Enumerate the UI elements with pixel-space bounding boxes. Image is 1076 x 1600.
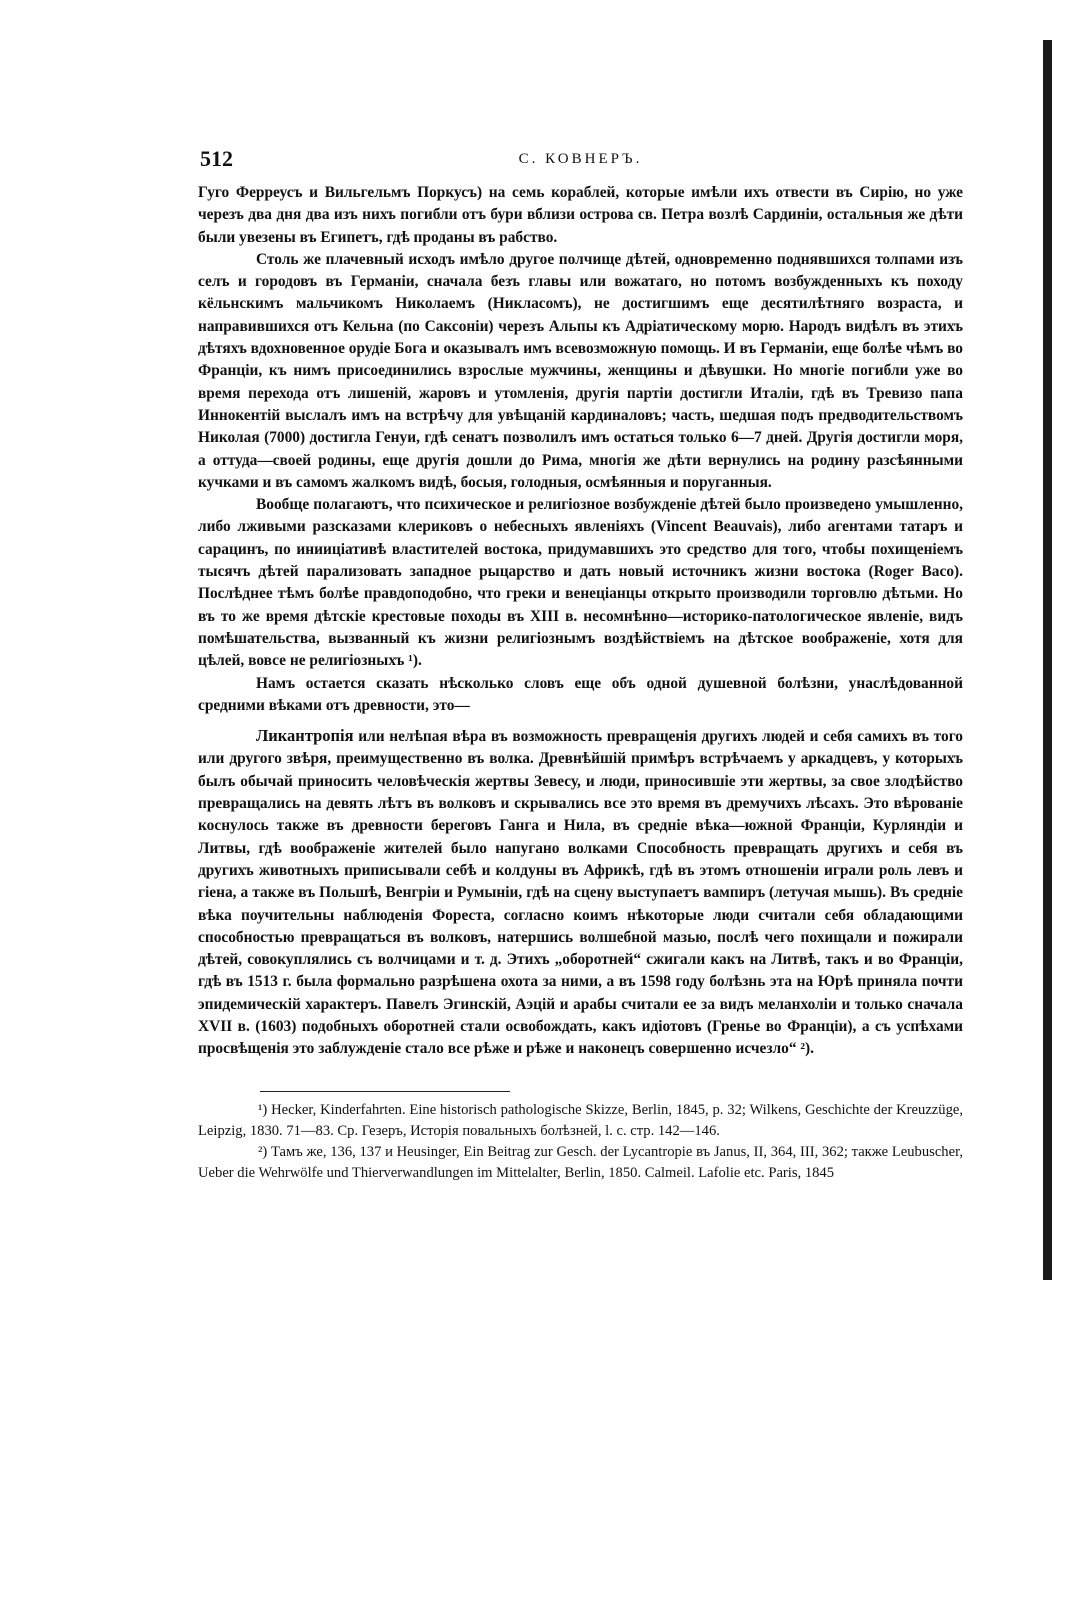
paragraph-2: Столь же плачевный исходъ имѣло другое полчище дѣтей, одновременно поднявшихся толпами изъ селъ и городовъ въ Германіи, сначала безъ главы или вожатаго, но потомъ возбужденныхъ къ походу кёльнскимъ мальчикомъ Николаемъ (Никласомъ), не достигшимъ еще десятилѣтняго возраста, и направившихся отъ Кельна (по Саксоніи) черезъ Альпы къ Адріатическому морю. Народъ видѣлъ въ этихъ дѣтяхъ вдохновенное орудіе Бога и оказывалъ имъ всевозможную помощь. И въ Германіи, еще болѣе чѣмъ во Франціи, къ нимъ присоединились взрослые мужчины, женщины и дѣвушки. Но многіе погибли уже во время перехода отъ лишеній, жаровъ и утомленія, другія партіи достигли Италіи, гдѣ въ Тревизо папа Иннокентій выслалъ имъ на встрѣчу для увѣщаній кардиналовъ; часть, шедшая подъ предводительствомъ Николая (7000) достигла Генуи, гдѣ сенатъ позволилъ имъ остаться только 6—7 дней. Другія достигли моря, а оттуда—своей родины, еще другія дошли до Рима, многія же дѣти вернулись на родину разсѣянными кучками и въ самомъ жалкомъ видѣ, босыя, голодныя, осмѣянныя и поруганныя. <box>198 250 963 491</box>
book-page <box>198 146 963 1185</box>
footnote-divider <box>260 1091 510 1092</box>
page-header <box>198 146 963 182</box>
paragraph-5 <box>198 725 963 1060</box>
paragraph-1: Гуго Ферреусъ и Вильгельмъ Поркусъ) на семь кораблей, которые имѣли ихъ отвести въ Сирію, но уже черезъ два дня два изъ нихъ погибли отъ бури вблизи острова св. Петра возлѣ Сардиніи, остальныя же дѣти были увезены въ Египетъ, гдѣ проданы въ рабство. <box>198 184 963 246</box>
running-head: С. КОВНЕРЪ. <box>518 151 643 167</box>
footnote-2: ²) Тамъ же, 136, 137 и Heusinger, Ein Beitrag zur Gesch. der Lycantropie въ Janus, II, 364, III, 362; также Leubuscher, Ueber die Wehrwölfe und Thierverwandlungen im Mittelalter, Berlin, 1850. Calmeil. Lafolie etc. Paris, 1845 <box>198 1144 963 1182</box>
paragraph-3: Вообще полагаютъ, что психическое и религіозное возбужденіе дѣтей было произведено умышленно, либо лживыми разсказами клериковъ о небесныхъ явленіяхъ (Vincent Beauvais), либо агентами татаръ и сарацинъ, по инииціативѣ властителей востока, придумавшихъ это средство для того, чтобы похищеніемъ тысячъ дѣтей парализовать западное рыцарство и дать новый источникъ жизни востока (Roger Baco). Послѣднее тѣмъ болѣе правдоподобно, что греки и венеціанцы открыто производили торговлю дѣтьми. Но въ то же время дѣтскіе крестовые походы въ XIII в. несомнѣнно—историко-патологическое явленіе, видъ помѣшательства, вызванный къ жизни религіознымъ воздѣйствіемъ на дѣтское воображеніе, хотя для цѣлей, вовсе не религіозныхъ ¹). <box>198 496 963 670</box>
page-number: 512 <box>200 146 233 171</box>
paragraph-5-text: или нелѣпая вѣра въ возможность превращенія другихъ людей и себя самихъ въ того или другого звѣря, преимущественно въ волка. Древнѣйшій примѣръ встрѣчаемъ у аркадцевъ, у которыхъ былъ обычай приносить человѣческія жертвы Зевесу, и люди, приносившіе эти жертвы, за свое злодѣйство превращались на девять лѣтъ въ волковъ и скрывались все это время въ дремучихъ лѣсахъ. Это вѣрованіе коснулось также въ древности береговъ Ганга и Нила, въ средніе вѣка—южной Франціи, Курляндіи и Литвы, гдѣ воображеніе жителей было напугано волками Способность превращать другихъ и себя въ другихъ животныхъ приписывали себѣ и колдуны въ Африкѣ, гдѣ въ этомъ отношеніи играли роль левъ и гіена, а также въ Польшѣ, Венгріи и Румыніи, гдѣ на сцену выступаетъ вампиръ (летучая мышь). Въ средніе вѣка поучительны наблюденія Фореста, согласно коимъ нѣкоторые люди считали себя обладающими способностью превращаться въ волковъ, натершись волшебной мазью, послѣ чего похищали и пожирали дѣтей, совокуплялись съ волчицами и т. д. Этихъ „оборотней“ сжигали какъ на Литвѣ, такъ и во Франціи, гдѣ въ 1513 г. была формально разрѣшена охота за ними, а въ 1598 году болѣзнь эта на Юрѣ приняла почти эпидемическій характеръ. Павелъ Эгинскій, Аэцій и арабы считали ее за видъ меланхоліи и только сначала XVII в. (1603) подобныхъ оборотней стали освобождать, какъ идіотовъ (Греньe во Франціи), а съ успѣхами просвѣщенія это заблужденіе стало все рѣже и рѣже и наконецъ совершенно исчезло“ ²). <box>198 728 963 1058</box>
footnote-1: ¹) Hecker, Kinderfahrten. Eine historisch pathologische Skizze, Berlin, 1845, p. 32; Wilkens, Geschichte der Kreuzzüge, Leipzig, 1830. 71—83. Ср. Гезеръ, Исторія повальныхъ болѣзней, l. с. стр. 142—146. <box>198 1101 963 1139</box>
section-term: Ликантропія <box>256 726 354 746</box>
paragraph-4: Намъ остается сказать нѣсколько словъ еще объ одной душевной болѣзни, унаслѣдованной средними вѣками отъ древности, это— <box>198 674 963 714</box>
page-edge-bar <box>1043 40 1052 1280</box>
